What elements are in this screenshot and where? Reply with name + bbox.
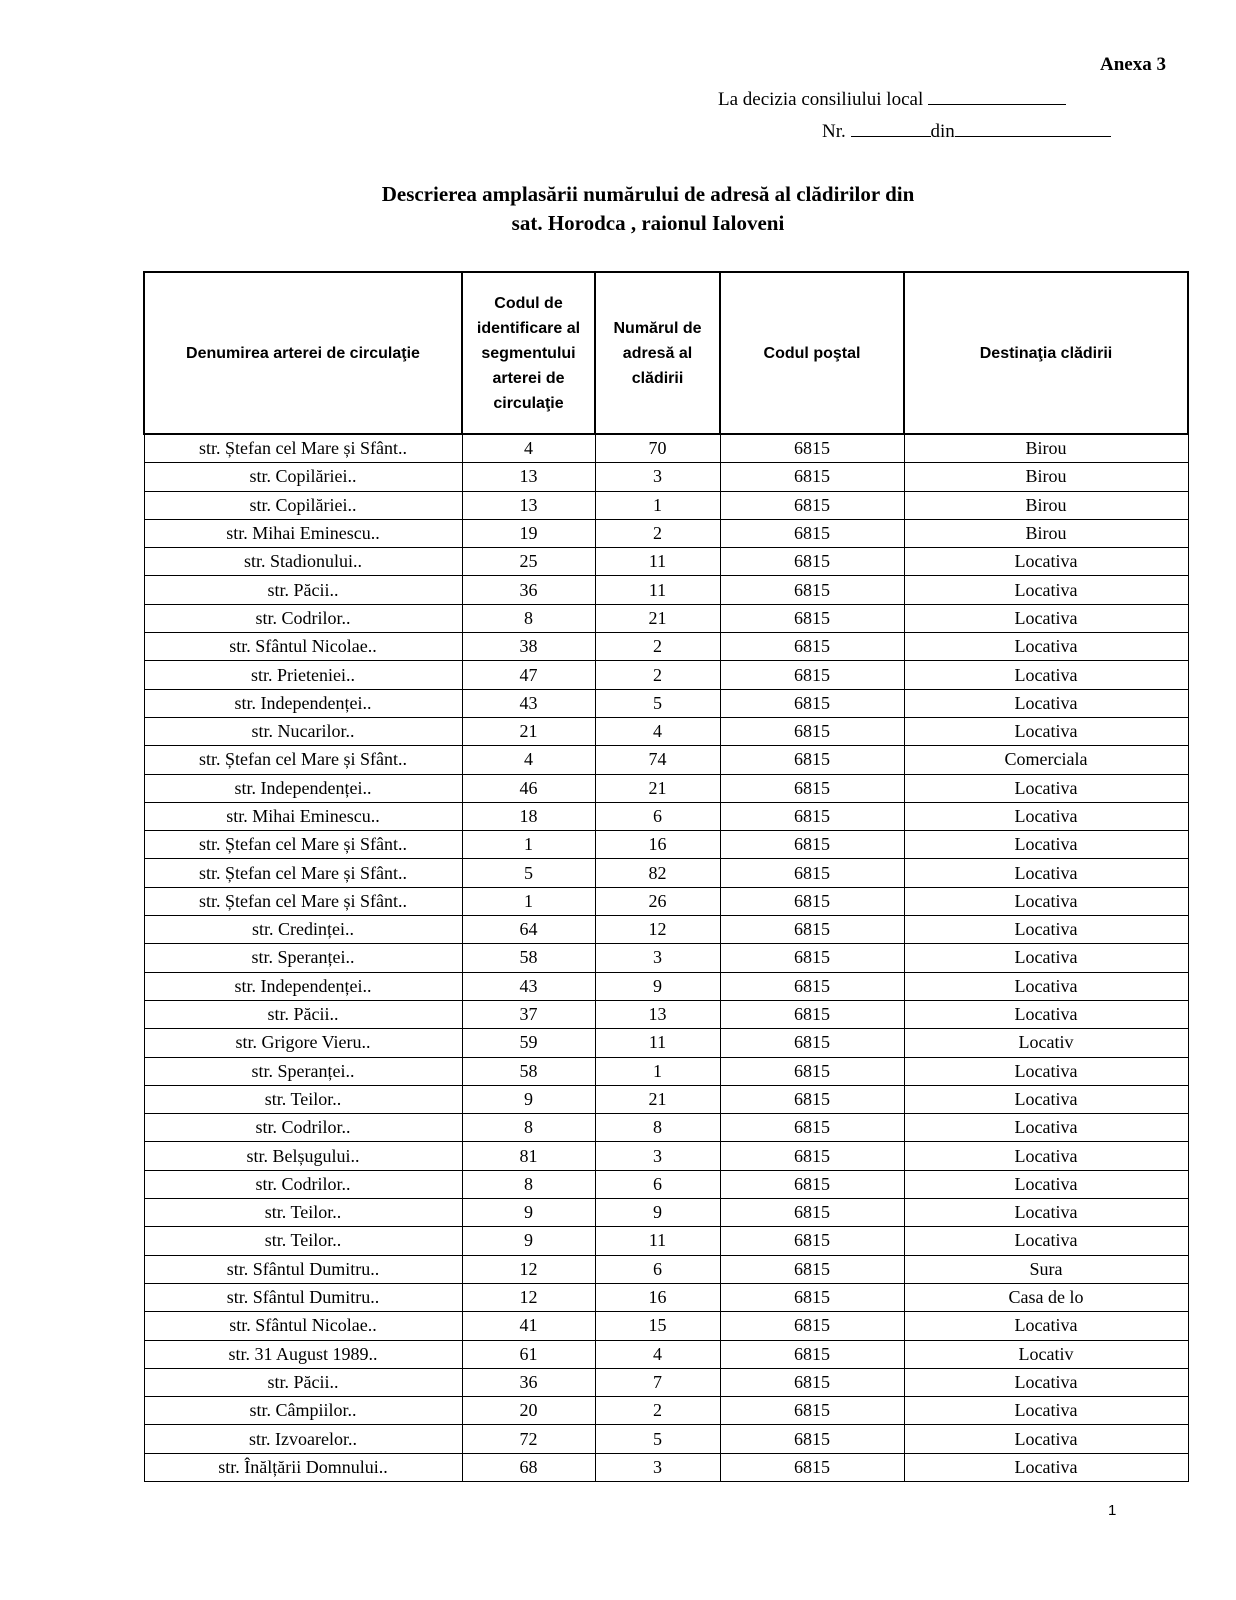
cell-street: str. Copilăriei..: [144, 463, 462, 491]
cell-destination: Locativa: [904, 1000, 1188, 1028]
cell-address-number: 15: [595, 1312, 720, 1340]
cell-address-number: 3: [595, 944, 720, 972]
cell-destination: Casa de lo: [904, 1283, 1188, 1311]
cell-destination: Comerciala: [904, 746, 1188, 774]
cell-destination: Locativa: [904, 831, 1188, 859]
title-line-1: Descrierea amplasării numărului de adresă al clădirilor din: [381, 182, 915, 206]
annex-label: Anexa 3: [1100, 54, 1166, 75]
table-row: [144, 1114, 1188, 1142]
cell-address-number: 70: [595, 434, 720, 463]
cell-street: str. Sfântul Nicolae..: [144, 1312, 462, 1340]
cell-destination: Birou: [904, 434, 1188, 463]
cell-destination: Locativa: [904, 1425, 1188, 1453]
cell-address-number: 3: [595, 1453, 720, 1481]
cell-segment-code: 20: [462, 1397, 595, 1425]
cell-segment-code: 4: [462, 746, 595, 774]
cell-segment-code: 12: [462, 1283, 595, 1311]
cell-destination: Locativa: [904, 1227, 1188, 1255]
cell-street: str. Sfântul Nicolae..: [144, 633, 462, 661]
cell-postal-code: 6815: [720, 1340, 904, 1368]
table-row: [144, 1425, 1188, 1453]
cell-postal-code: 6815: [720, 548, 904, 576]
cell-address-number: 3: [595, 1142, 720, 1170]
cell-segment-code: 58: [462, 944, 595, 972]
table-row: [144, 1170, 1188, 1198]
cell-address-number: 16: [595, 1283, 720, 1311]
cell-postal-code: 6815: [720, 1397, 904, 1425]
cell-postal-code: 6815: [720, 944, 904, 972]
cell-destination: Locativa: [904, 887, 1188, 915]
cell-postal-code: 6815: [720, 774, 904, 802]
cell-destination: Locativa: [904, 1453, 1188, 1481]
cell-street: str. Câmpiilor..: [144, 1397, 462, 1425]
cell-postal-code: 6815: [720, 1227, 904, 1255]
cell-segment-code: 18: [462, 802, 595, 830]
table-row: [144, 774, 1188, 802]
cell-postal-code: 6815: [720, 1057, 904, 1085]
cell-street: str. Sfântul Dumitru..: [144, 1283, 462, 1311]
cell-postal-code: 6815: [720, 463, 904, 491]
cell-destination: Locativa: [904, 576, 1188, 604]
cell-postal-code: 6815: [720, 1170, 904, 1198]
cell-address-number: 26: [595, 887, 720, 915]
cell-street: str. Prieteniei..: [144, 661, 462, 689]
table-row: [144, 859, 1188, 887]
table-row: [144, 633, 1188, 661]
table-row: [144, 519, 1188, 547]
cell-segment-code: 81: [462, 1142, 595, 1170]
cell-address-number: 16: [595, 831, 720, 859]
cell-address-number: 3: [595, 463, 720, 491]
title-line-2: sat. Horodca , raionul Ialoveni: [511, 211, 785, 235]
cell-postal-code: 6815: [720, 661, 904, 689]
table-row: [144, 604, 1188, 632]
address-table: [143, 271, 1189, 1482]
decision-line: [718, 88, 1066, 111]
cell-street: str. Speranței..: [144, 1057, 462, 1085]
cell-address-number: 9: [595, 972, 720, 1000]
cell-address-number: 5: [595, 689, 720, 717]
cell-segment-code: 8: [462, 1114, 595, 1142]
table-row: [144, 689, 1188, 717]
cell-postal-code: 6815: [720, 972, 904, 1000]
nr-label: Nr.: [822, 121, 846, 142]
cell-postal-code: 6815: [720, 1114, 904, 1142]
cell-street: str. Teilor..: [144, 1085, 462, 1113]
decision-blank: [928, 88, 1066, 105]
col-header-destination: Destinaţia clădirii: [904, 272, 1188, 434]
cell-address-number: 11: [595, 576, 720, 604]
cell-postal-code: 6815: [720, 519, 904, 547]
cell-postal-code: 6815: [720, 633, 904, 661]
cell-destination: Locativa: [904, 1085, 1188, 1113]
cell-destination: Locativa: [904, 1199, 1188, 1227]
table-row: [144, 1227, 1188, 1255]
cell-segment-code: 64: [462, 916, 595, 944]
cell-postal-code: 6815: [720, 1000, 904, 1028]
cell-postal-code: 6815: [720, 1312, 904, 1340]
cell-destination: Locativa: [904, 802, 1188, 830]
cell-postal-code: 6815: [720, 1142, 904, 1170]
cell-postal-code: 6815: [720, 746, 904, 774]
cell-address-number: 2: [595, 661, 720, 689]
cell-address-number: 8: [595, 1114, 720, 1142]
table-row: [144, 1085, 1188, 1113]
cell-address-number: 2: [595, 1397, 720, 1425]
table-row: [144, 661, 1188, 689]
cell-postal-code: 6815: [720, 717, 904, 745]
cell-segment-code: 9: [462, 1085, 595, 1113]
cell-segment-code: 8: [462, 1170, 595, 1198]
cell-street: str. Copilăriei..: [144, 491, 462, 519]
cell-segment-code: 43: [462, 972, 595, 1000]
cell-street: str. Ștefan cel Mare și Sfânt..: [144, 831, 462, 859]
cell-segment-code: 21: [462, 717, 595, 745]
cell-destination: Locativa: [904, 1142, 1188, 1170]
cell-segment-code: 19: [462, 519, 595, 547]
cell-address-number: 21: [595, 1085, 720, 1113]
cell-postal-code: 6815: [720, 916, 904, 944]
cell-street: str. Codrilor..: [144, 1170, 462, 1198]
cell-segment-code: 46: [462, 774, 595, 802]
cell-segment-code: 43: [462, 689, 595, 717]
cell-address-number: 2: [595, 519, 720, 547]
cell-street: str. Teilor..: [144, 1227, 462, 1255]
cell-segment-code: 38: [462, 633, 595, 661]
table-body: [144, 434, 1188, 1481]
cell-destination: Locativa: [904, 633, 1188, 661]
cell-destination: Locativ: [904, 1340, 1188, 1368]
cell-segment-code: 37: [462, 1000, 595, 1028]
cell-destination: Locativa: [904, 774, 1188, 802]
cell-destination: Locativa: [904, 972, 1188, 1000]
cell-destination: Locativa: [904, 717, 1188, 745]
document-title: [0, 180, 1236, 238]
cell-postal-code: 6815: [720, 1425, 904, 1453]
cell-street: str. Stadionului..: [144, 548, 462, 576]
cell-segment-code: 5: [462, 859, 595, 887]
cell-segment-code: 1: [462, 887, 595, 915]
cell-destination: Locativ: [904, 1029, 1188, 1057]
cell-street: str. Grigore Vieru..: [144, 1029, 462, 1057]
cell-postal-code: 6815: [720, 1199, 904, 1227]
cell-segment-code: 61: [462, 1340, 595, 1368]
din-blank: [955, 120, 1111, 137]
cell-street: str. Sfântul Dumitru..: [144, 1255, 462, 1283]
table-row: [144, 1255, 1188, 1283]
cell-postal-code: 6815: [720, 1085, 904, 1113]
cell-street: str. Ștefan cel Mare și Sfânt..: [144, 746, 462, 774]
cell-street: str. Credinței..: [144, 916, 462, 944]
table-row: [144, 1340, 1188, 1368]
cell-address-number: 6: [595, 802, 720, 830]
cell-street: str. Păcii..: [144, 576, 462, 604]
nr-blank: [851, 120, 931, 137]
cell-street: str. Izvoarelor..: [144, 1425, 462, 1453]
col-header-address-number: Numărul de adresă al clădirii: [595, 272, 720, 434]
cell-postal-code: 6815: [720, 1453, 904, 1481]
cell-street: str. Nucarilor..: [144, 717, 462, 745]
cell-postal-code: 6815: [720, 1029, 904, 1057]
cell-address-number: 9: [595, 1199, 720, 1227]
cell-destination: Locativa: [904, 689, 1188, 717]
cell-address-number: 1: [595, 1057, 720, 1085]
cell-street: str. Păcii..: [144, 1000, 462, 1028]
cell-address-number: 6: [595, 1255, 720, 1283]
cell-destination: Locativa: [904, 1368, 1188, 1396]
page-number: 1: [1108, 1502, 1117, 1519]
table-row: [144, 1000, 1188, 1028]
table-row: [144, 1453, 1188, 1481]
cell-street: str. Mihai Eminescu..: [144, 519, 462, 547]
cell-destination: Locativa: [904, 604, 1188, 632]
cell-segment-code: 25: [462, 548, 595, 576]
cell-street: str. 31 August 1989..: [144, 1340, 462, 1368]
cell-postal-code: 6815: [720, 434, 904, 463]
cell-street: str. Independenței..: [144, 689, 462, 717]
cell-address-number: 4: [595, 1340, 720, 1368]
table-row: [144, 831, 1188, 859]
cell-segment-code: 13: [462, 463, 595, 491]
cell-postal-code: 6815: [720, 1283, 904, 1311]
cell-address-number: 21: [595, 604, 720, 632]
cell-address-number: 5: [595, 1425, 720, 1453]
cell-street: str. Codrilor..: [144, 604, 462, 632]
cell-street: str. Belșugului..: [144, 1142, 462, 1170]
table-row: [144, 1283, 1188, 1311]
cell-segment-code: 13: [462, 491, 595, 519]
cell-segment-code: 59: [462, 1029, 595, 1057]
cell-postal-code: 6815: [720, 576, 904, 604]
nr-line: [822, 120, 1111, 143]
cell-destination: Locativa: [904, 859, 1188, 887]
table-row: [144, 746, 1188, 774]
cell-street: str. Mihai Eminescu..: [144, 802, 462, 830]
table-row: [144, 1199, 1188, 1227]
cell-street: str. Înălțării Domnului..: [144, 1453, 462, 1481]
cell-address-number: 4: [595, 717, 720, 745]
cell-destination: Sura: [904, 1255, 1188, 1283]
cell-postal-code: 6815: [720, 1255, 904, 1283]
table-row: [144, 916, 1188, 944]
cell-destination: Birou: [904, 519, 1188, 547]
table-row: [144, 717, 1188, 745]
table-row: [144, 944, 1188, 972]
cell-address-number: 74: [595, 746, 720, 774]
cell-segment-code: 8: [462, 604, 595, 632]
cell-postal-code: 6815: [720, 689, 904, 717]
cell-street: str. Teilor..: [144, 1199, 462, 1227]
cell-segment-code: 36: [462, 576, 595, 604]
table-row: [144, 576, 1188, 604]
din-label: din: [930, 121, 955, 142]
table-row: [144, 1029, 1188, 1057]
table-row: [144, 434, 1188, 463]
cell-address-number: 11: [595, 1227, 720, 1255]
cell-destination: Locativa: [904, 1114, 1188, 1142]
cell-destination: Locativa: [904, 1397, 1188, 1425]
table-header-row: [144, 272, 1188, 434]
cell-street: str. Speranței..: [144, 944, 462, 972]
cell-street: str. Ștefan cel Mare și Sfânt..: [144, 859, 462, 887]
cell-postal-code: 6815: [720, 802, 904, 830]
cell-postal-code: 6815: [720, 1368, 904, 1396]
cell-postal-code: 6815: [720, 831, 904, 859]
cell-postal-code: 6815: [720, 887, 904, 915]
cell-street: str. Păcii..: [144, 1368, 462, 1396]
table-row: [144, 887, 1188, 915]
col-header-street: Denumirea arterei de circulaţie: [144, 272, 462, 434]
table-row: [144, 1142, 1188, 1170]
cell-segment-code: 47: [462, 661, 595, 689]
table-row: [144, 802, 1188, 830]
col-header-postal-code: Codul poştal: [720, 272, 904, 434]
cell-address-number: 11: [595, 1029, 720, 1057]
cell-segment-code: 41: [462, 1312, 595, 1340]
cell-address-number: 7: [595, 1368, 720, 1396]
cell-segment-code: 4: [462, 434, 595, 463]
cell-destination: Locativa: [904, 916, 1188, 944]
cell-destination: Locativa: [904, 661, 1188, 689]
cell-street: str. Ștefan cel Mare și Sfânt..: [144, 434, 462, 463]
cell-address-number: 21: [595, 774, 720, 802]
cell-segment-code: 12: [462, 1255, 595, 1283]
cell-segment-code: 1: [462, 831, 595, 859]
cell-segment-code: 9: [462, 1199, 595, 1227]
cell-destination: Locativa: [904, 1170, 1188, 1198]
cell-address-number: 1: [595, 491, 720, 519]
cell-segment-code: 36: [462, 1368, 595, 1396]
cell-address-number: 11: [595, 548, 720, 576]
cell-segment-code: 9: [462, 1227, 595, 1255]
cell-segment-code: 58: [462, 1057, 595, 1085]
cell-address-number: 13: [595, 1000, 720, 1028]
table-row: [144, 548, 1188, 576]
cell-segment-code: 68: [462, 1453, 595, 1481]
cell-address-number: 82: [595, 859, 720, 887]
cell-street: str. Independenței..: [144, 972, 462, 1000]
cell-street: str. Ștefan cel Mare și Sfânt..: [144, 887, 462, 915]
table-row: [144, 463, 1188, 491]
col-header-segment-code: Codul de identificare al segmentului arterei de circulaţie: [462, 272, 595, 434]
cell-address-number: 6: [595, 1170, 720, 1198]
cell-segment-code: 72: [462, 1425, 595, 1453]
cell-destination: Birou: [904, 463, 1188, 491]
table-row: [144, 491, 1188, 519]
cell-destination: Birou: [904, 491, 1188, 519]
decision-text: La decizia consiliului local: [718, 89, 924, 110]
cell-address-number: 12: [595, 916, 720, 944]
cell-address-number: 2: [595, 633, 720, 661]
table-row: [144, 1368, 1188, 1396]
cell-street: str. Codrilor..: [144, 1114, 462, 1142]
table-row: [144, 1057, 1188, 1085]
cell-destination: Locativa: [904, 548, 1188, 576]
table-row: [144, 1312, 1188, 1340]
cell-postal-code: 6815: [720, 491, 904, 519]
cell-street: str. Independenței..: [144, 774, 462, 802]
table-row: [144, 972, 1188, 1000]
cell-postal-code: 6815: [720, 859, 904, 887]
cell-destination: Locativa: [904, 944, 1188, 972]
cell-destination: Locativa: [904, 1312, 1188, 1340]
cell-destination: Locativa: [904, 1057, 1188, 1085]
cell-postal-code: 6815: [720, 604, 904, 632]
table-row: [144, 1397, 1188, 1425]
